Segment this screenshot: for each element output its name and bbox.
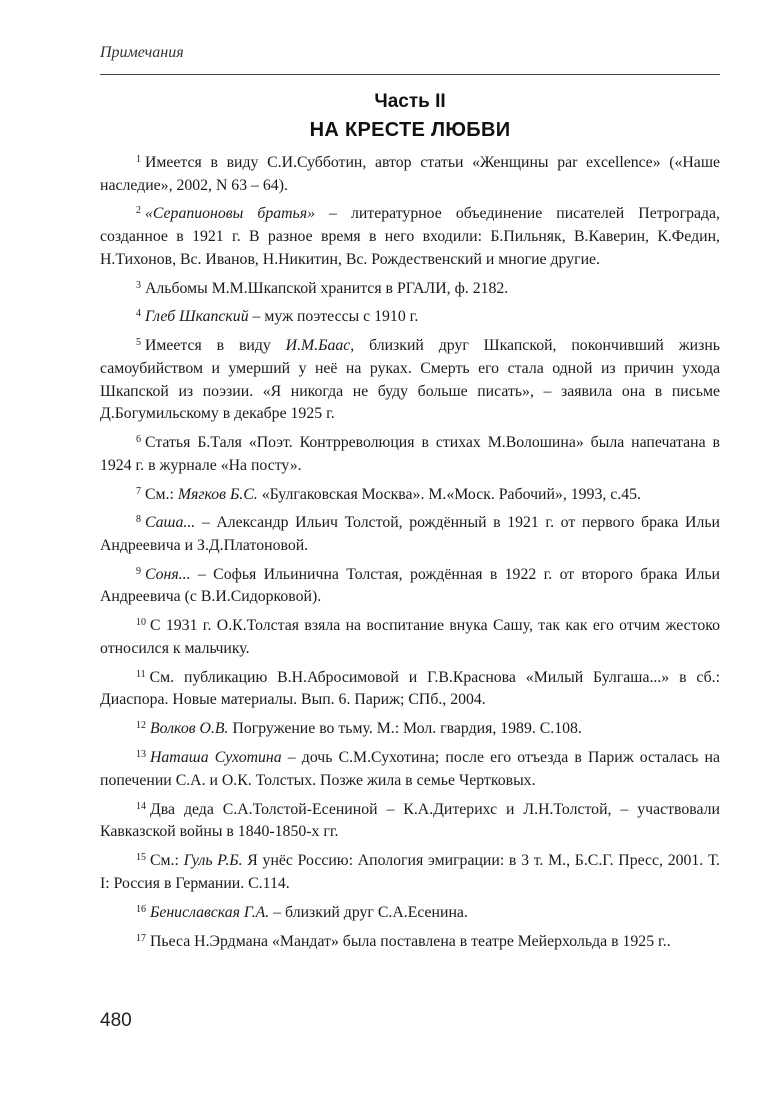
note-text: – литературное объединение писателей Петрограда, созданное в 1921 г. В разное время в него входили: Б.Пильняк, В.Каверин, К.Федин, Н.Тихонов, Вс. Иванов, Н.Никитин, Вс. Рождественский и многие другие.	[100, 205, 720, 268]
note-text: С 1931 г. О.К.Толстая взяла на воспитание внука Сашу, так как его отчим жестоко относился к мальчику.	[100, 617, 720, 657]
note-text: – близкий друг С.А.Есенина.	[269, 903, 468, 921]
running-head: Примечания	[100, 44, 184, 61]
note-text: Я унёс Россию: Апология эмиграции: в 3 т. М., Б.С.Г. Пресс, 2001. Т. I: Россия в Германии. С.114.	[100, 852, 720, 892]
note-term: Наташа Сухотина	[150, 749, 282, 767]
note-text: – дочь С.М.Сухотина; после его отъезда в Париж осталась на попечении С.А. и О.К. Толстых. Позже жила в семье Чертковых.	[100, 749, 720, 789]
note-number: 15	[136, 852, 146, 864]
note	[100, 152, 720, 197]
note-number: 7	[136, 485, 141, 497]
note-prefix: Имеется в виду	[145, 337, 286, 355]
note-number: 12	[136, 720, 146, 732]
note-number: 16	[136, 903, 146, 915]
note-term: Бениславская Г.А.	[150, 903, 270, 921]
note-text: «Булгаковская Москва». М.«Моск. Рабочий», 1993, с.45.	[257, 485, 641, 503]
note-term: И.М.Баас	[285, 337, 351, 355]
note	[100, 667, 720, 712]
note-number: 11	[136, 668, 146, 680]
note	[100, 850, 720, 895]
note-term: Мягков Б.С.	[177, 485, 258, 503]
note	[100, 432, 720, 477]
note-term: Глеб Шкапский	[145, 308, 249, 326]
note-number: 17	[136, 932, 146, 944]
note-text: Статья Б.Таля «Поэт. Контрреволюция в стихах М.Волошина» была напечатана в 1924 г. в журнале «На посту».	[100, 434, 720, 474]
note	[100, 335, 720, 425]
note-prefix: См.:	[145, 485, 178, 503]
note-text: См. публикацию В.Н.Абросимовой и Г.В.Краснова «Милый Булгаша...» в сб.: Диаспора. Новые материалы. Вып. 6. Париж; СПб., 2004.	[100, 668, 720, 709]
note-text: Погружение во тьму. М.: Мол. гвардия, 1989. С.108.	[228, 720, 582, 738]
note	[100, 512, 720, 557]
note-number: 6	[136, 434, 141, 446]
note	[100, 564, 720, 609]
note-number: 1	[136, 154, 141, 165]
note	[100, 931, 720, 954]
note-term: Гуль Р.Б.	[183, 852, 243, 870]
part-label: Часть II	[374, 91, 446, 112]
note-number: 5	[136, 337, 141, 349]
note-number: 4	[136, 308, 141, 320]
note	[100, 278, 720, 301]
note-text: Альбомы М.М.Шкапской хранится в РГАЛИ, ф. 2182.	[145, 279, 509, 297]
note-text: – Александр Ильич Толстой, рождённый в 1921 г. от первого брака Ильи Андреевича и З.Д.Платоновой.	[100, 514, 720, 554]
header-rule	[100, 74, 720, 75]
page-number: 480	[100, 1010, 132, 1031]
note-text: Два деда С.А.Толстой-Есениной – К.А.Дитерихс и Л.Н.Толстой, – участвовали Кавказской войны в 1840-1850-х гг.	[100, 800, 720, 841]
note-number: 3	[136, 279, 141, 291]
note-text: Пьеса Н.Эрдмана «Мандат» была поставлена в театре Мейерхольда в 1925 г..	[150, 932, 671, 950]
note	[100, 615, 720, 660]
notes-list	[100, 152, 720, 959]
note-text: – муж поэтессы с 1910 г.	[248, 308, 419, 326]
note-prefix: См.:	[150, 852, 184, 870]
note	[100, 306, 720, 329]
note-number: 10	[136, 617, 146, 629]
note-number: 8	[136, 514, 141, 526]
note-term: Соня...	[145, 565, 191, 583]
section-title: НА КРЕСТЕ ЛЮБВИ	[309, 119, 511, 141]
note-text: Имеется в виду С.И.Субботин, автор статьи «Женщины par excellence» («Наше наследие», 2002, N 63 – 64).	[100, 154, 720, 194]
note	[100, 902, 720, 925]
note-text: – Софья Ильинична Толстая, рождённая в 1922 г. от второго брака Ильи Андреевича (с В.И.Сидорковой).	[100, 565, 720, 606]
note	[100, 484, 720, 507]
note	[100, 718, 720, 741]
note	[100, 799, 720, 844]
note	[100, 203, 720, 271]
note-term: Саша...	[145, 514, 196, 532]
note-number: 2	[136, 205, 141, 217]
note-number: 9	[136, 565, 141, 577]
note-term: Волков О.В.	[150, 720, 229, 738]
note-number: 13	[136, 749, 146, 761]
note-term: «Серапионовы братья»	[145, 205, 315, 223]
section-heading	[100, 88, 720, 144]
note	[100, 747, 720, 792]
note-text: , близкий друг Шкапской, покончивший жизнь самоубийством и умерший у неё на руках. Смерть его стала одной из причин ухода Шкапской из поэзии. «Я никогда не буду больше писать», – заявила она в письме Д.Богумильскому в декабре 1925 г.	[100, 337, 720, 423]
note-number: 14	[136, 800, 146, 812]
